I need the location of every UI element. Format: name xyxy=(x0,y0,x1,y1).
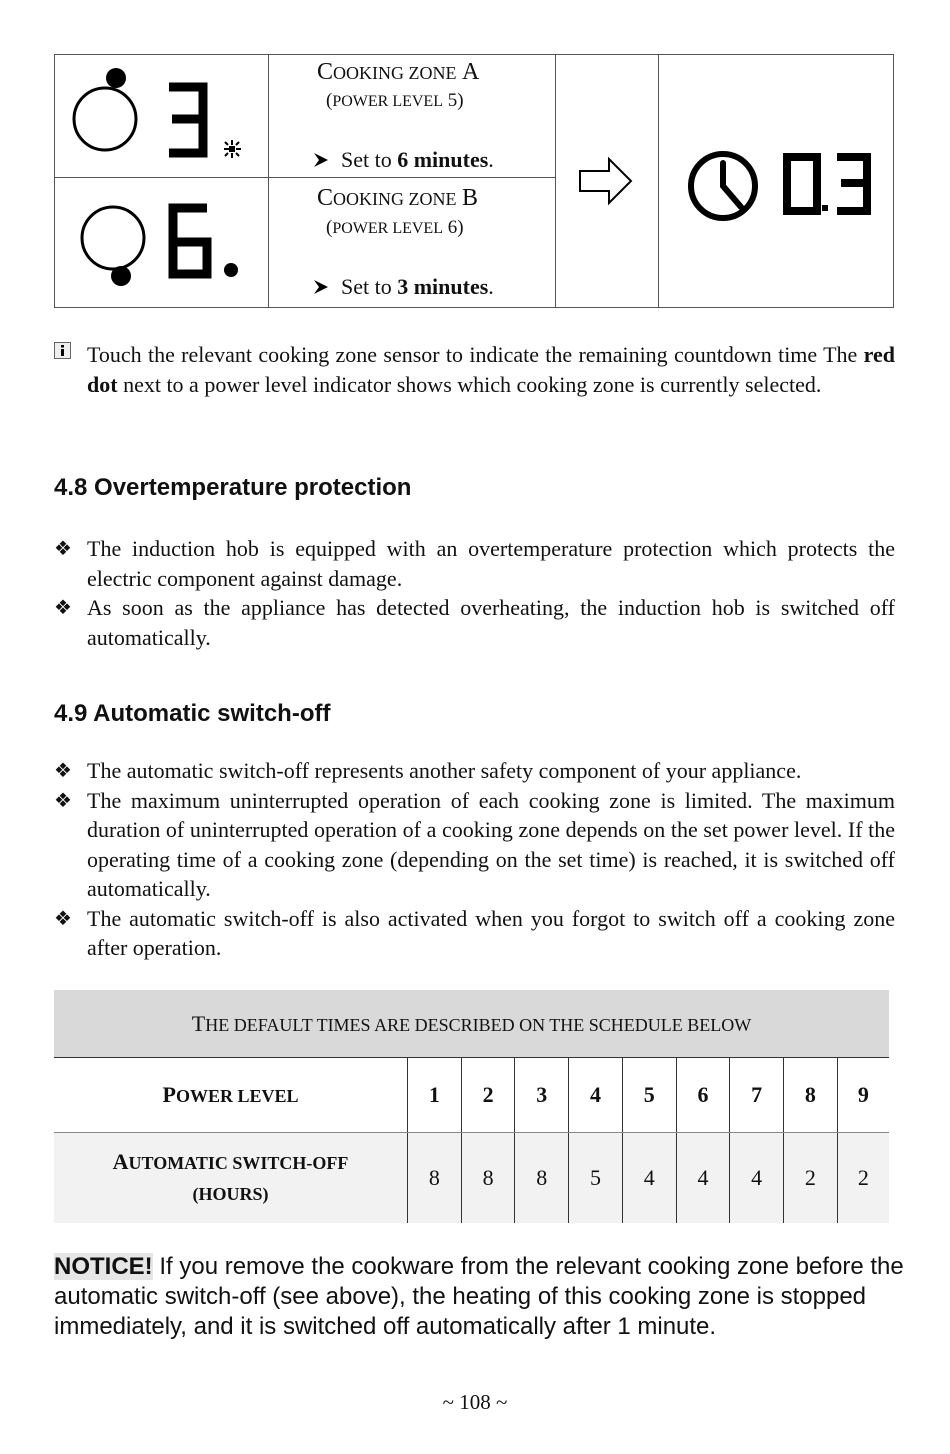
zone-a-title: COOKING ZONE A xyxy=(317,59,480,85)
switch-off-label: AUTOMATIC SWITCH-OFF (HOURS) xyxy=(54,1133,408,1224)
hours-cell: 4 xyxy=(622,1133,676,1224)
section-heading-4-8: 4.8 Overtemperature protection xyxy=(54,474,412,501)
power-level-cell: 2 xyxy=(461,1058,515,1133)
bullet-item: ❖ The automatic switch-off is also activated when you forgot to switch off a cooking zone after operation. xyxy=(54,905,895,960)
bullet-item: ❖ The induction hob is equipped with an overtemperature protection which protects the electric component against damage. xyxy=(54,536,895,591)
section-4-9-bullets xyxy=(54,756,895,963)
table-row-switch-off-hours xyxy=(54,1133,889,1224)
power-level-cell: 1 xyxy=(408,1058,462,1133)
bullet-item: ❖ The automatic switch-off represents another safety component of your appliance. xyxy=(54,756,895,786)
hours-cell: 8 xyxy=(461,1133,515,1224)
hours-cell: 8 xyxy=(408,1133,462,1224)
power-level-cell: 8 xyxy=(784,1058,838,1133)
power-level-cell: 9 xyxy=(837,1058,889,1133)
diamond-bullet-icon: ❖ xyxy=(54,905,72,930)
info-note xyxy=(54,340,895,399)
zone-b-title: COOKING ZONE B xyxy=(317,185,479,211)
zone-a-step: Set to 6 minutes. xyxy=(313,147,494,173)
notice-paragraph: NOTICE! If you remove the cookware from the relevant cooking zone before the automatic switch-off (see above), the heating of this cooking zone is stopped immediately, and it is switched off automatically after 1 minute. xyxy=(54,1253,904,1340)
hours-cell: 4 xyxy=(730,1133,784,1224)
zone-a-power-level: (POWER LEVEL 5) xyxy=(326,90,464,111)
timer-display-icon xyxy=(683,145,883,225)
bullet-item: ❖ As soon as the appliance has detected overheating, the induction hob is switched off automatically. xyxy=(54,595,895,650)
info-note-text: Touch the relevant cooking zone sensor to indicate the remaining countdown time The red dot next to a power level indicator shows which cooking zone is currently selected. xyxy=(87,342,895,397)
hours-cell: 4 xyxy=(676,1133,730,1224)
arrow-bullet-icon xyxy=(313,279,329,295)
notice-keyword: NOTICE! xyxy=(54,1253,153,1280)
diamond-bullet-icon: ❖ xyxy=(54,595,72,619)
power-level-cell: 5 xyxy=(622,1058,676,1133)
page-number: ~ 108 ~ xyxy=(442,1390,508,1414)
hours-cell: 5 xyxy=(569,1133,623,1224)
hours-cell: 8 xyxy=(515,1133,569,1224)
right-arrow-icon xyxy=(577,155,635,207)
default-times-header: THE DEFAULT TIMES ARE DESCRIBED ON THE SCHEDULE BELOW xyxy=(54,990,889,1058)
diamond-bullet-icon: ❖ xyxy=(54,758,72,782)
hours-cell: 2 xyxy=(837,1133,889,1224)
hours-cell: 2 xyxy=(784,1133,838,1224)
timer-example-table xyxy=(54,54,894,308)
zone-a-display-icon xyxy=(69,63,259,173)
default-times-table xyxy=(54,990,889,1223)
diamond-bullet-icon: ❖ xyxy=(54,536,72,560)
power-level-cell: 3 xyxy=(515,1058,569,1133)
power-level-cell: 7 xyxy=(730,1058,784,1133)
power-level-cell: 4 xyxy=(569,1058,623,1133)
arrow-bullet-icon xyxy=(313,152,329,168)
section-4-8-bullets xyxy=(54,534,895,652)
power-level-label: POWER LEVEL xyxy=(54,1058,408,1133)
zone-b-step: Set to 3 minutes. xyxy=(313,274,494,300)
zone-b-power-level: (POWER LEVEL 6) xyxy=(326,217,464,238)
section-heading-4-9: 4.9 Automatic switch-off xyxy=(54,700,331,727)
bullet-item: ❖ The maximum uninterrupted operation of each cooking zone is limited. The maximum duration of uninterrupted operation of a cooking zone depends on the set power level. If the operating time of a cooking zone (depending on the set time) is reached, it is switched off automatically. xyxy=(54,787,895,901)
info-icon xyxy=(54,342,71,359)
power-level-cell: 6 xyxy=(676,1058,730,1133)
table-row-power-level xyxy=(54,1058,889,1133)
diamond-bullet-icon: ❖ xyxy=(54,787,72,812)
zone-b-display-icon xyxy=(77,192,267,302)
